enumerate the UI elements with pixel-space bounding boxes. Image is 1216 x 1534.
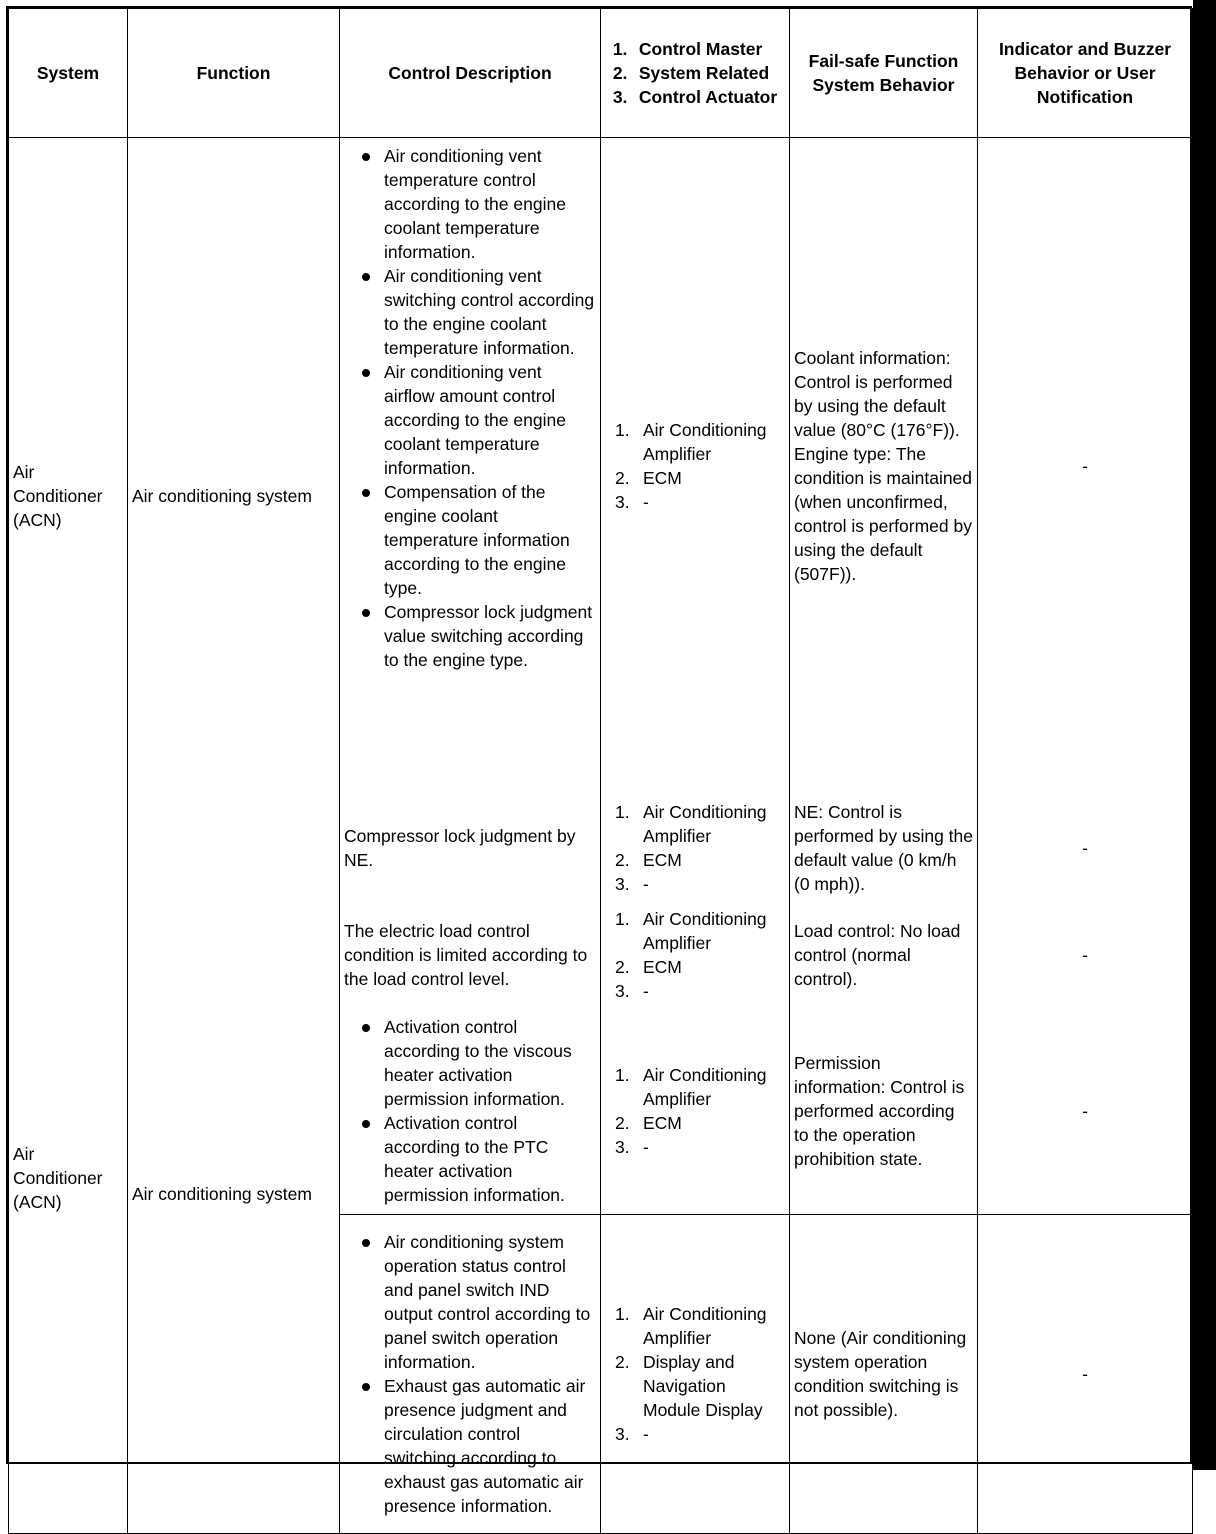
header-function: Function [128,9,340,138]
indicator-cell: - [978,1214,1193,1533]
table-row [9,1008,1193,1214]
description-cell [340,1008,601,1214]
list-item: 2. ECM [615,957,682,977]
indicator-cell: - [978,138,1193,795]
list-item: 3. - [615,981,649,1001]
control-list [605,418,785,514]
control-list [605,907,785,1003]
list-item: 1. Air Conditioning Amplifier [615,1064,767,1109]
header-control-list [601,9,790,138]
list-item: 3. - [615,1136,649,1157]
list-item: 3. - [615,1423,649,1444]
system-cell [9,1214,128,1533]
list-item: Exhaust gas automatic air presence judgment and circulation control switching according to exhaust gas automatic air presence information. [358,1374,596,1518]
failsafe-cell: Load control: No load control (normal control). [790,902,978,1008]
list-item: 2. ECM [615,1112,682,1133]
list-item: Compressor lock judgment value switching according to the engine type. [358,600,596,672]
list-item: 3. - [615,874,649,894]
function-cell: Air conditioning system [128,138,340,795]
description-cell: Compressor lock judgment by NE. [340,794,601,902]
control-specification-table [8,8,1193,1534]
failsafe-cell: Permission information: Control is performed according to the operation prohibition state. [790,1008,978,1214]
description-cell: The electric load control condition is limited according to the load control level. [340,902,601,1008]
failsafe-cell: None (Air conditioning system operation condition switching is not possible). [790,1214,978,1533]
function-cell [128,794,340,902]
system-cell: Air Conditioner (ACN) [9,1008,128,1214]
list-item: Air conditioning vent switching control according to the engine coolant temperature information. [358,264,596,360]
list-item: Air conditioning vent airflow amount control according to the engine coolant temperature information. [358,360,596,480]
indicator-cell: - [978,794,1193,902]
header-row [9,9,1193,138]
list-item: 3. - [615,492,649,512]
system-cell: Air Conditioner (ACN) [9,138,128,795]
list-item: 1. Air Conditioning Amplifier [615,802,767,846]
description-bullet-list [344,1230,596,1518]
specification-table-sheet [6,6,1192,1516]
list-item: 1. Air Conditioning Amplifier [615,909,767,953]
function-cell [128,902,340,1008]
control-cell [601,1214,790,1533]
header-system-related: 2. System Related [612,63,770,83]
control-list [605,1302,785,1446]
indicator-cell: - [978,1008,1193,1214]
list-item: 1. Air Conditioning Amplifier [615,420,767,464]
description-cell [340,138,601,795]
header-failsafe: Fail-safe Function System Behavior [790,9,978,138]
description-cell [340,1214,601,1533]
table-row [9,1214,1193,1533]
table-row [9,902,1193,1008]
list-item: 2. ECM [615,850,682,870]
failsafe-cell: NE: Control is performed by using the default value (0 km/h (0 mph)). [790,794,978,902]
failsafe-cell: Coolant information: Control is performed by using the default value (80°C (176°F)). Engine type: The condition is maintained (when unconfirmed, control is performed by using the default (507F)). [790,138,978,795]
list-item: 2. Display and Navigation Module Display [615,1351,763,1420]
indicator-cell: - [978,902,1193,1008]
list-item: Compensation of the engine coolant temperature information according to the engine type. [358,480,596,600]
system-cell [9,794,128,902]
control-list [605,800,785,896]
control-cell [601,794,790,902]
control-cell [601,1008,790,1214]
system-cell [9,902,128,1008]
list-item: 1. Air Conditioning Amplifier [615,1303,767,1348]
control-cell [601,138,790,795]
list-item: Air conditioning system operation status control and panel switch IND output control according to panel switch operation information. [358,1230,596,1374]
function-cell [128,1214,340,1533]
description-bullet-list [344,144,596,672]
list-item: 2. ECM [615,468,682,488]
header-system: System [9,9,128,138]
table-row [9,794,1193,902]
list-item: Air conditioning vent temperature control according to the engine coolant temperature information. [358,144,596,264]
control-list [605,1063,785,1159]
header-control-description: Control Description [340,9,601,138]
table-row [9,138,1193,795]
right-edge-bar [1193,0,1216,1470]
header-control-actuator: 3. Control Actuator [612,87,778,107]
function-cell: Air conditioning system [128,1008,340,1214]
header-indicator: Indicator and Buzzer Behavior or User Notification [978,9,1193,138]
header-control-master: 1. Control Master [612,39,763,59]
description-bullet-list [344,1015,596,1207]
control-cell [601,902,790,1008]
list-item: Activation control according to the PTC heater activation permission information. [358,1111,596,1207]
list-item: Activation control according to the viscous heater activation permission information. [358,1015,596,1111]
